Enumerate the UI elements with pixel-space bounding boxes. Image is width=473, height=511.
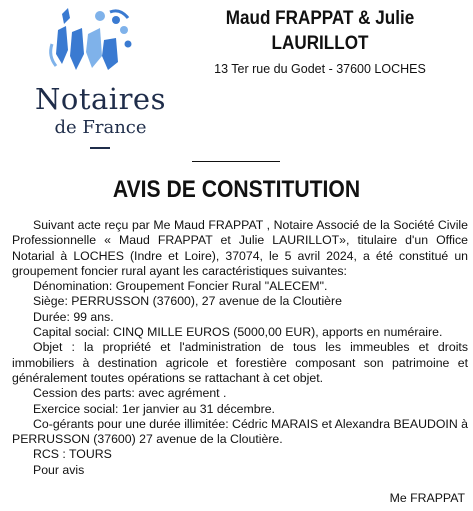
office-name: Maud FRAPPAT & Julie LAURILLOT <box>225 8 415 54</box>
notice-paragraph: Cession des parts: avec agrément . <box>33 386 227 401</box>
notice-paragraph: Siège: PERRUSSON (37600), 27 avenue de la Cloutière <box>33 294 342 309</box>
notice-paragraph: Durée: 99 ans. <box>33 309 114 324</box>
logo-underline <box>90 147 110 149</box>
separator-rule <box>192 161 280 162</box>
notice-paragraph: Objet : la propriété et l'administration de tous les immeubles et droits immobiliers à destination agricole et forestière composant son patrimoine et généralement toutes opérations se rattachant à cet objet. <box>12 340 468 385</box>
notaires-emblem-icon <box>18 4 183 84</box>
notice-title: AVIS DE CONSTITUTION <box>112 176 361 203</box>
logo-text-de-france: de France <box>54 117 147 138</box>
notice-paragraph: Capital social: CINQ MILLE EUROS (5000,00 EUR), apports en numéraire. <box>33 325 443 340</box>
notaires-de-france-logo <box>18 4 183 152</box>
notice-paragraph: Co-gérants pour une durée illimitée: Cédric MARAIS et Alexandra BEAUDOIN à PERRUSSON (37600) 27 avenue de la Cloutière. <box>12 416 468 447</box>
office-address: 13 Ter rue du Godet - 37600 LOCHES <box>214 62 426 76</box>
notice-paragraph: Dénomination: Groupement Foncier Rural "ALECEM". <box>33 279 328 294</box>
notice-paragraph: Exercice social: 1er janvier au 31 décembre. <box>33 401 275 416</box>
notice-paragraph: RCS : TOURS <box>33 447 112 462</box>
notice-paragraph: Suivant acte reçu par Me Maud FRAPPAT , Notaire Associé de la Société Civile Professionnelle « Maud FRAPPAT et Julie LAURILLOT», titulaire d'un Office Notarial à LOCHES (Indre et Loire), 37074, le 5 avril 2024, a été constitué un groupement foncier rural ayant les caractéristiques suivantes: <box>12 218 468 278</box>
logo-text-notaires: Notaires <box>35 82 166 116</box>
office-header <box>195 6 445 76</box>
notice-paragraph: Pour avis <box>33 462 85 477</box>
signature: Me FRAPPAT <box>389 491 465 505</box>
notice-body <box>12 218 468 478</box>
